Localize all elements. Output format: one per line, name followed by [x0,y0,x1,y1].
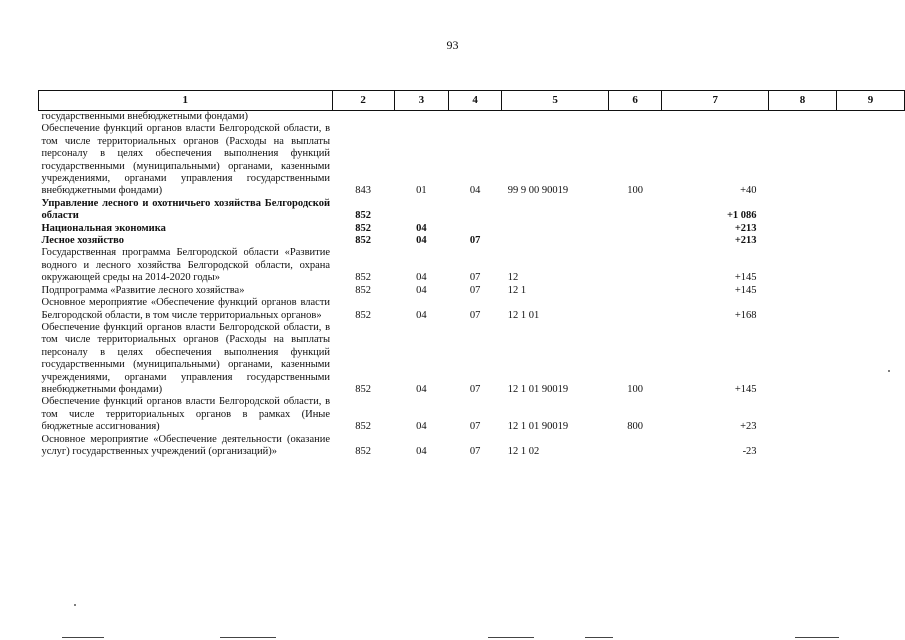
cell-admin: 852 [355,222,371,234]
cell-desc: Основное мероприятие «Обеспечение функций органов власти Белгородской области, в том числе территориальных органов» [41,297,331,321]
cell-col-9 [837,247,905,284]
scan-artifact-line [585,637,613,638]
header-col-1: 1 [39,91,333,111]
cell-col-9 [837,297,905,322]
cell-subsection: 07 [469,235,481,247]
cell-col-8 [769,111,837,124]
cell-desc: государственными внебюджетными фондами) [41,111,249,122]
scan-artifact-line [488,637,534,638]
budget-table [38,90,905,458]
cell-amount: -23 [742,445,757,457]
cell-amount: +1 086 [726,210,757,222]
table-row [39,396,905,433]
table-row [39,322,905,396]
cell-desc: Обеспечение функций органов власти Белгородской области, в том числе территориальных органов (Расходы на выплаты персоналу в целях обеспечения выполнения функций государственными (муниципальными) органами, казенными учреждениями, органами управления государственными внебюджетными фондами) [41,321,331,395]
cell-type: 800 [627,421,644,433]
cell-col-9 [837,123,905,197]
cell-section [394,198,448,223]
cell-amount: +40 [740,185,757,197]
cell-col-9 [837,111,905,124]
cell-col-9 [837,198,905,223]
cell-desc: Основное мероприятие «Обеспечение деятельности (оказание услуг) государственных учреждений (организаций)» [41,433,331,457]
cell-desc: Подпрограмма «Развитие лесного хозяйства» [41,284,245,296]
cell-type: 100 [627,383,644,395]
cell-type [608,247,661,284]
cell-desc: Обеспечение функций органов власти Белгородской области, в том числе территориальных органов (Расходы на выплаты персоналу в целях обеспечения выполнения функций государственными (муниципальными) органами, казенными учреждениями, органами управления государственными внебюджетными фондами) [41,123,331,197]
cell-target [502,198,609,223]
cell-amount: +213 [734,235,757,247]
cell-admin: 852 [355,284,371,296]
cell-subsection: 07 [469,383,481,395]
cell-section [394,111,448,124]
cell-desc: Управление лесного и охотничьего хозяйства Белгородской области [41,197,331,222]
table-row [39,223,905,235]
table-row [39,111,905,124]
cell-subsection [448,198,501,223]
header-col-6: 6 [608,91,661,111]
header-col-3: 3 [394,91,448,111]
cell-type [608,434,661,459]
cell-admin: 852 [355,445,371,457]
cell-col-8 [769,285,837,297]
cell-admin: 852 [355,383,371,395]
cell-admin: 852 [355,210,371,222]
header-col-5: 5 [502,91,609,111]
cell-subsection: 07 [469,421,481,433]
cell-amount: +145 [734,284,757,296]
page-number: 93 [446,38,459,52]
cell-col-9 [837,322,905,396]
cell-col-8 [769,247,837,284]
cell-col-9 [837,285,905,297]
cell-section: 01 [416,185,427,197]
cell-col-9 [837,235,905,247]
cell-type [608,235,661,247]
cell-subsection: 07 [469,284,481,296]
cell-amount: +213 [734,222,757,234]
cell-type [608,198,661,223]
cell-col-8 [769,223,837,235]
cell-type: 100 [627,185,644,197]
cell-col-9 [837,223,905,235]
cell-col-8 [769,297,837,322]
cell-type [608,111,661,124]
cell-admin: 843 [355,185,371,197]
cell-amount: +145 [734,272,757,284]
table-row [39,235,905,247]
cell-section: 04 [416,222,427,234]
header-col-9: 9 [837,91,905,111]
cell-section: 04 [416,284,427,296]
cell-target: 99 9 00 90019 [507,185,569,197]
cell-subsection [448,111,501,124]
cell-section: 04 [416,272,427,284]
cell-amount: +168 [734,309,757,321]
table-row [39,123,905,197]
cell-col-8 [769,123,837,197]
cell-col-8 [769,396,837,433]
cell-subsection: 04 [469,185,481,197]
cell-target [502,235,609,247]
cell-amount: +23 [740,421,757,433]
table-row [39,247,905,284]
cell-desc: Лесное хозяйство [41,235,125,247]
cell-section: 04 [416,445,427,457]
header-col-2: 2 [332,91,394,111]
cell-subsection: 07 [469,272,481,284]
scan-artifact-line [795,637,839,638]
cell-admin: 852 [355,272,371,284]
header-col-4: 4 [448,91,501,111]
table-row [39,297,905,322]
cell-amount: +145 [734,383,757,395]
cell-col-9 [837,396,905,433]
table-body [39,111,905,459]
table-row [39,434,905,459]
cell-target: 12 1 01 90019 [507,421,569,433]
cell-target: 12 1 01 90019 [507,383,569,395]
cell-admin: 852 [355,309,371,321]
scan-artifact-speck [74,604,76,606]
table-row [39,198,905,223]
cell-admin: 852 [355,235,371,247]
cell-admin: 852 [355,421,371,433]
cell-type [608,297,661,322]
cell-target: 12 1 01 [507,309,540,321]
cell-subsection: 07 [469,309,481,321]
cell-target: 12 1 [507,284,527,296]
cell-col-9 [837,434,905,459]
scan-artifact-line [220,637,276,638]
cell-section: 04 [416,383,427,395]
cell-col-8 [769,322,837,396]
cell-section: 04 [416,235,427,247]
cell-desc: Национальная экономика [41,222,166,234]
cell-section: 04 [416,421,427,433]
cell-admin [332,111,394,124]
table-row [39,285,905,297]
cell-col-8 [769,198,837,223]
cell-subsection [448,223,501,235]
cell-target: 12 [507,272,519,284]
cell-section: 04 [416,309,427,321]
cell-type [608,223,661,235]
header-col-7: 7 [662,91,769,111]
cell-col-8 [769,434,837,459]
cell-subsection: 07 [469,445,481,457]
header-col-8: 8 [769,91,837,111]
cell-type [608,285,661,297]
cell-target [502,111,609,124]
cell-amount [662,111,769,124]
cell-target: 12 1 02 [507,445,540,457]
cell-desc: Обеспечение функций органов власти Белгородской области, в том числе территориальных органов в рамках (Иные бюджетные ассигнования) [41,396,331,433]
cell-desc: Государственная программа Белгородской области «Развитие водного и лесного хозяйства Белгородской области, охрана окружающей среды на 2014-2020 годы» [41,247,331,284]
cell-target [502,223,609,235]
scan-artifact-line [62,637,104,638]
header-row [39,91,905,111]
scan-artifact-speck [888,370,890,372]
cell-col-8 [769,235,837,247]
